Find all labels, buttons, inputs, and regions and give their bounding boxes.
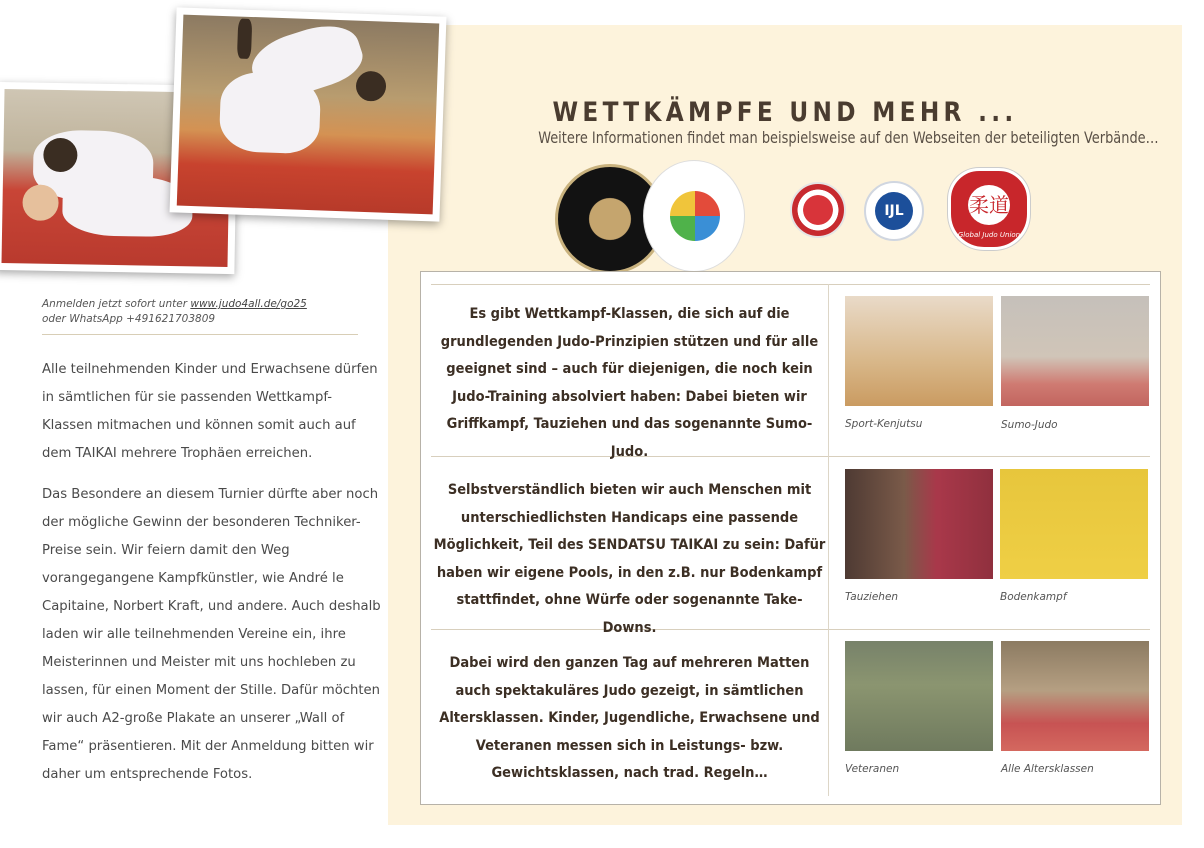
column-divider bbox=[828, 456, 829, 629]
caption-sumo-judo: Sumo-Judo bbox=[1001, 419, 1058, 431]
intro-paragraph-1: Alle teilnehmenden Kinder und Erwachsene dürfen in sämtlichen für sie passenden Wettkampf-Klassen mitmachen und können somit auch auf dem TAIKAI mehrere Trophäen erreichen. bbox=[42, 362, 378, 461]
row-3-text: Dabei wird den ganzen Tag auf mehreren Matten auch spektakuläres Judo gezeigt, in sämtlichen Altersklassen. Kinder, Jugendliche, Erwachsene und Veteranen messen sich in Leistungs- bzw. Gewichtsklassen, nach trad. Regeln… bbox=[439, 655, 820, 782]
page-subtitle: Weitere Informationen findet man beispielsweise auf den Webseiten der beteiligten Verbände… bbox=[538, 128, 1159, 147]
alle-altersklassen-photo[interactable] bbox=[1001, 641, 1149, 751]
sport-kenjutsu-photo[interactable] bbox=[845, 296, 993, 406]
registration-note bbox=[42, 297, 307, 327]
judo-logo-emblem bbox=[670, 191, 720, 241]
bodenkampf-photo[interactable] bbox=[1000, 469, 1148, 579]
divider bbox=[42, 334, 358, 335]
caption-tauziehen: Tauziehen bbox=[845, 591, 899, 603]
whatsapp-line: oder WhatsApp +491621703809 bbox=[42, 313, 216, 325]
row-divider bbox=[431, 284, 1150, 285]
row-2-text: Selbstverständlich bieten wir auch Menschen mit unterschiedlichsten Handicaps eine passende Möglichkeit, Teil des SENDATSU TAIKAI zu sein: Dafür haben wir eigene Pools, in den z.B. nur Bodenkampf stattfindet, ohne Würfe oder sogenannte Take-Downs. bbox=[433, 482, 826, 636]
ijl-logo-text: IJL bbox=[875, 192, 913, 230]
caption-bodenkampf: Bodenkampf bbox=[1000, 591, 1067, 603]
caption-sport-kenjutsu: Sport-Kenjutsu bbox=[845, 418, 923, 430]
caption-alle-altersklassen: Alle Altersklassen bbox=[1001, 763, 1094, 775]
info-table bbox=[420, 271, 1161, 805]
column-divider bbox=[828, 629, 829, 796]
sumo-judo-photo[interactable] bbox=[1001, 296, 1149, 406]
judo-logo[interactable] bbox=[643, 160, 745, 272]
page-title: WETTKÄMPFE UND MEHR ... bbox=[552, 97, 1018, 128]
registration-prefix: Anmelden jetzt sofort unter bbox=[42, 298, 191, 310]
caption-veteranen: Veteranen bbox=[845, 763, 900, 775]
registration-link[interactable]: www.judo4all.de/go25 bbox=[190, 298, 307, 310]
column-divider bbox=[828, 284, 829, 456]
gju-glyph: 柔道 bbox=[968, 185, 1010, 225]
gju-logo-text: Global Judo Union bbox=[957, 231, 1021, 239]
tauziehen-photo[interactable] bbox=[845, 469, 993, 579]
row-1-text: Es gibt Wettkampf-Klassen, die sich auf die grundlegenden Judo-Prinzipien stützen und für alle geeignet sind – auch für diejenigen, die noch kein Judo-Training absolviert haben: Dabei bieten wir Griffkampf, Tauziehen und das sogenannte Sumo-Judo. bbox=[440, 306, 819, 460]
judo-photo-throw bbox=[170, 7, 447, 221]
global-judo-union-logo[interactable] bbox=[948, 168, 1030, 250]
intro-text bbox=[42, 356, 382, 802]
veteranen-photo[interactable] bbox=[845, 641, 993, 751]
intro-paragraph-2: Das Besondere an diesem Turnier dürfte aber noch der mögliche Gewinn der besonderen Techniker-Preise sein. Wir feiern damit den Weg vorangegangene Kampfkünstler, wie André le Capitaine, Norbert Kraft, und andere. Auch deshalb laden wir alle teilnehmenden Vereine ein, ihre Meisterinnen und Meister mit uns hochleben zu lassen, für einen Moment der Stille. Dafür möchten wir auch A2-große Plakate an unserer „Wall of Fame“ präsentieren. Mit der Anmeldung bitten wir daher um entsprechende Fotos. bbox=[42, 487, 381, 782]
wjf-logo[interactable] bbox=[790, 182, 846, 238]
ijl-logo[interactable] bbox=[864, 181, 924, 241]
